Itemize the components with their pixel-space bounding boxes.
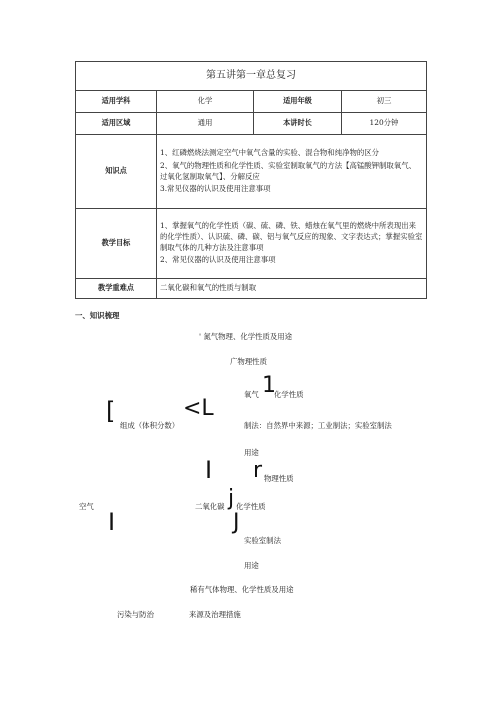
duration-value: 120分钟	[342, 113, 427, 135]
knowledge-label: 知识点	[76, 135, 157, 209]
brace-glyph-r: r	[253, 458, 263, 483]
section-title: 一、知识梳理	[75, 311, 120, 320]
bracket-glyph: [	[106, 397, 116, 425]
region-value: 通用	[157, 113, 254, 135]
brace-glyph-j1: j	[228, 486, 235, 511]
oxygen-chemical: 化学性质	[274, 390, 304, 399]
oxygen-physical: 广物理性质	[230, 357, 267, 366]
lesson-info-table	[75, 61, 427, 299]
subject-label: 适用学科	[76, 91, 157, 113]
goals-label: 教学目标	[76, 209, 157, 279]
region-label: 适用区域	[76, 113, 157, 135]
knowledge-item-3: 3.常见仪器的认识及使用注意事项	[160, 184, 271, 194]
brace-glyph-i2: I	[108, 508, 116, 536]
co2-preparation: 实验室制法	[244, 536, 281, 545]
air-label: 空气	[79, 502, 94, 511]
pollution-sources: 来源及治理措施	[189, 610, 241, 619]
brace-glyph-j2: J	[233, 510, 240, 535]
pollution-label: 污染与防治	[117, 610, 154, 619]
brace-glyph-1: 1	[262, 373, 276, 398]
co2-chemical: 化学性质	[236, 502, 266, 511]
noble-gas-line: 稀有气体物理、化学性质及用途	[190, 585, 294, 594]
goals-content	[157, 209, 427, 279]
composition-label: 组成（体积分数）	[120, 421, 180, 430]
co2-label: 二氧化碳	[195, 502, 225, 511]
focus-label: 教学重难点	[76, 279, 157, 299]
oxygen-use: 用途	[244, 448, 259, 457]
knowledge-content	[157, 135, 427, 209]
oxygen-preparation: 制法：自然界中来源；工业制法；实验室制法	[244, 421, 392, 430]
grade-value: 初三	[342, 91, 427, 113]
goal-item-1: 1、掌握氧气的化学性质（碳、硫、磷、铁、蜡烛在氧气里的燃烧中所表现出来的化学性质）、认识硫、磷、碳、铝与氧气反应的现象、文字表达式；掌握实验室制取气体的几种方法及注意事项	[160, 221, 423, 252]
oxygen-label: 氧气	[244, 390, 259, 399]
duration-label: 本讲时长	[254, 113, 342, 135]
subject-value: 化学	[157, 91, 254, 113]
lesson-title: 第五讲第一章总复习	[76, 62, 427, 91]
nitrogen-line: ' 氮气物理、化学性质及用途	[199, 332, 293, 341]
knowledge-item-1: 1、红磷燃烧法测定空气中氧气含量的实验、混合物和纯净物的区分	[160, 148, 380, 158]
brace-glyph-lt-l: <L	[183, 396, 214, 421]
co2-use: 用途	[244, 561, 259, 570]
brace-glyph-i1: I	[205, 456, 213, 484]
co2-physical: 物理性质	[264, 474, 294, 483]
grade-label: 适用年级	[254, 91, 342, 113]
goal-item-2: 2、常见仪器的认识及使用注意事项	[160, 255, 276, 265]
knowledge-item-2: 2、氧气的物理性质和化学性质、实验室制取氧气的方法【高锰酸钾制取氧气、过氧化氢制取氧气】、分解反应	[160, 160, 416, 181]
focus-value: 二氧化碳和氧气的性质与制取	[157, 279, 427, 299]
